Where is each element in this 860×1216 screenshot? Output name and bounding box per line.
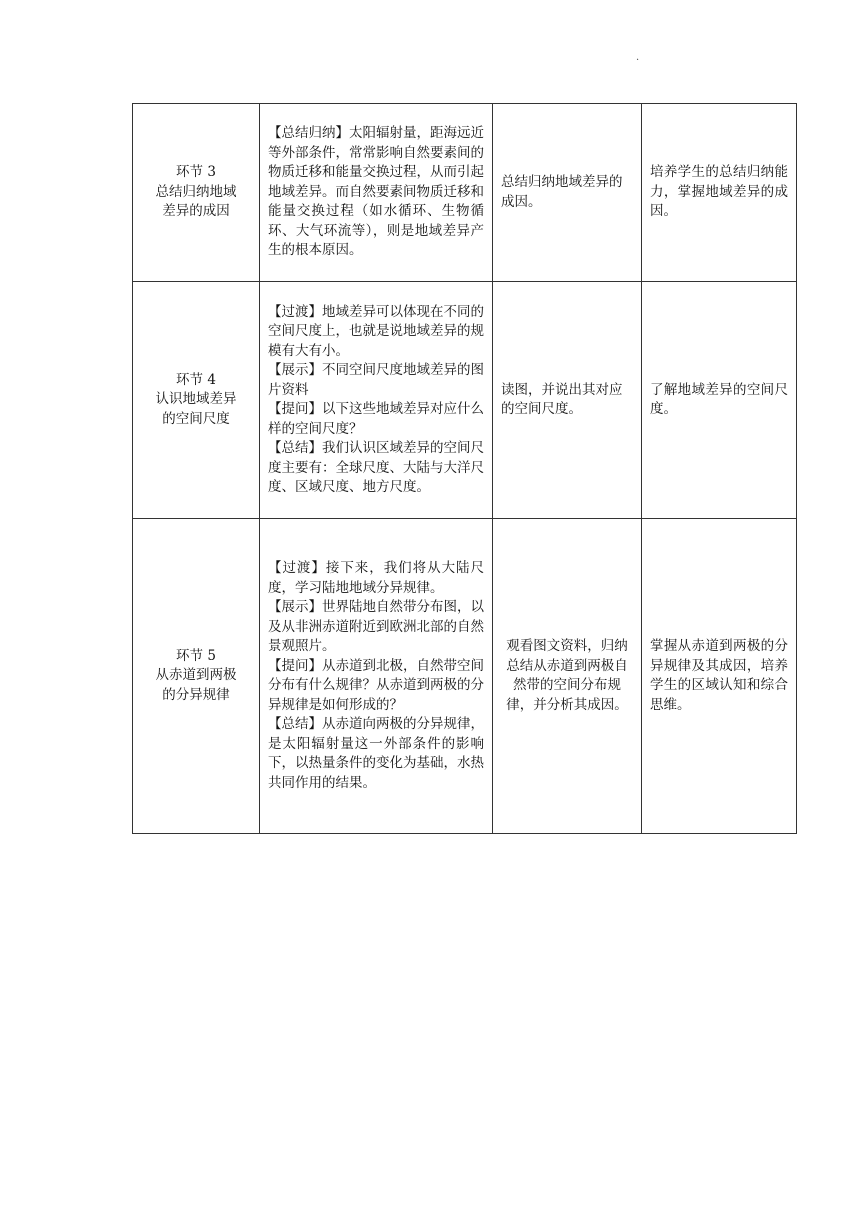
table-row: [133, 519, 797, 834]
teacher-paragraph: 【总结归纳】太阳辐射量，距海远近等外部条件，常常影响自然要素间的物质迁移和能量交换过程，从而引起地域差异。而自然要素间物质迁移和能量交换过程（如水循环、生物循环、大气环流等），则是地域差异产生的根本原因。: [268, 125, 484, 259]
stage-title-line: 从赤道到两极: [155, 667, 237, 684]
teacher-paragraph: 【总结】我们认识区域差异的空间尺度主要有：全球尺度、大陆与大洋尺度、区域尺度、地方尺度。: [268, 440, 484, 495]
lesson-plan-table: [132, 103, 797, 834]
stage-cell: [133, 104, 260, 282]
stage-number: 环节 5: [176, 647, 216, 664]
table-row: [133, 104, 797, 282]
table-row: [133, 282, 797, 519]
design-purpose-cell: 了解地域差异的空间尺度。: [642, 282, 797, 519]
teacher-paragraph: 【展示】世界陆地自然带分布图，以及从非洲赤道附近到欧洲北部的自然景观照片。: [268, 599, 484, 654]
stage-title-line: 的分异规律: [162, 686, 230, 703]
page-mark: ·: [636, 55, 640, 66]
design-purpose-cell: 掌握从赤道到两极的分异规律及其成因，培养学生的区域认知和综合思维。: [642, 519, 797, 834]
stage-title-line: 认识地域差异: [155, 391, 237, 408]
teacher-activity-cell: [260, 282, 493, 519]
stage-cell: [133, 282, 260, 519]
teacher-paragraph: 【总结】从赤道向两极的分异规律，是太阳辐射量这一外部条件的影响下，以热量条件的变化为基础，水热共同作用的结果。: [268, 716, 484, 791]
student-activity-cell: 总结归纳地域差异的成因。: [493, 104, 642, 282]
stage-number: 环节 3: [176, 164, 216, 181]
stage-number: 环节 4: [176, 371, 216, 388]
student-activity-cell: 观看图文资料，归纳总结从赤道到两极自然带的空间分布规律，并分析其成因。: [493, 519, 642, 834]
teacher-paragraph: 【提问】以下这些地域差异对应什么样的空间尺度？: [268, 401, 484, 437]
teacher-activity-cell: [260, 104, 493, 282]
teacher-paragraph: 【过渡】接下来，我们将从大陆尺度，学习陆地地域分异规律。: [268, 560, 484, 596]
stage-cell: [133, 519, 260, 834]
teacher-paragraph: 【过渡】地域差异可以体现在不同的空间尺度上，也就是说地域差异的规模有大有小。: [268, 303, 484, 359]
stage-title-line: 的空间尺度: [162, 410, 230, 427]
student-activity-cell: 读图，并说出其对应的空间尺度。: [493, 282, 642, 519]
design-purpose-cell: 培养学生的总结归纳能力，掌握地域差异的成因。: [642, 104, 797, 282]
stage-title-line: 总结归纳地域: [155, 183, 237, 200]
teacher-activity-cell: [260, 519, 493, 834]
teacher-paragraph: 【展示】不同空间尺度地域差异的图片资料: [268, 362, 484, 398]
teacher-paragraph: 【提问】从赤道到北极，自然带空间分布有什么规律？从赤道到两极的分异规律是如何形成的？: [268, 657, 484, 713]
stage-title-line: 差异的成因: [162, 203, 230, 220]
